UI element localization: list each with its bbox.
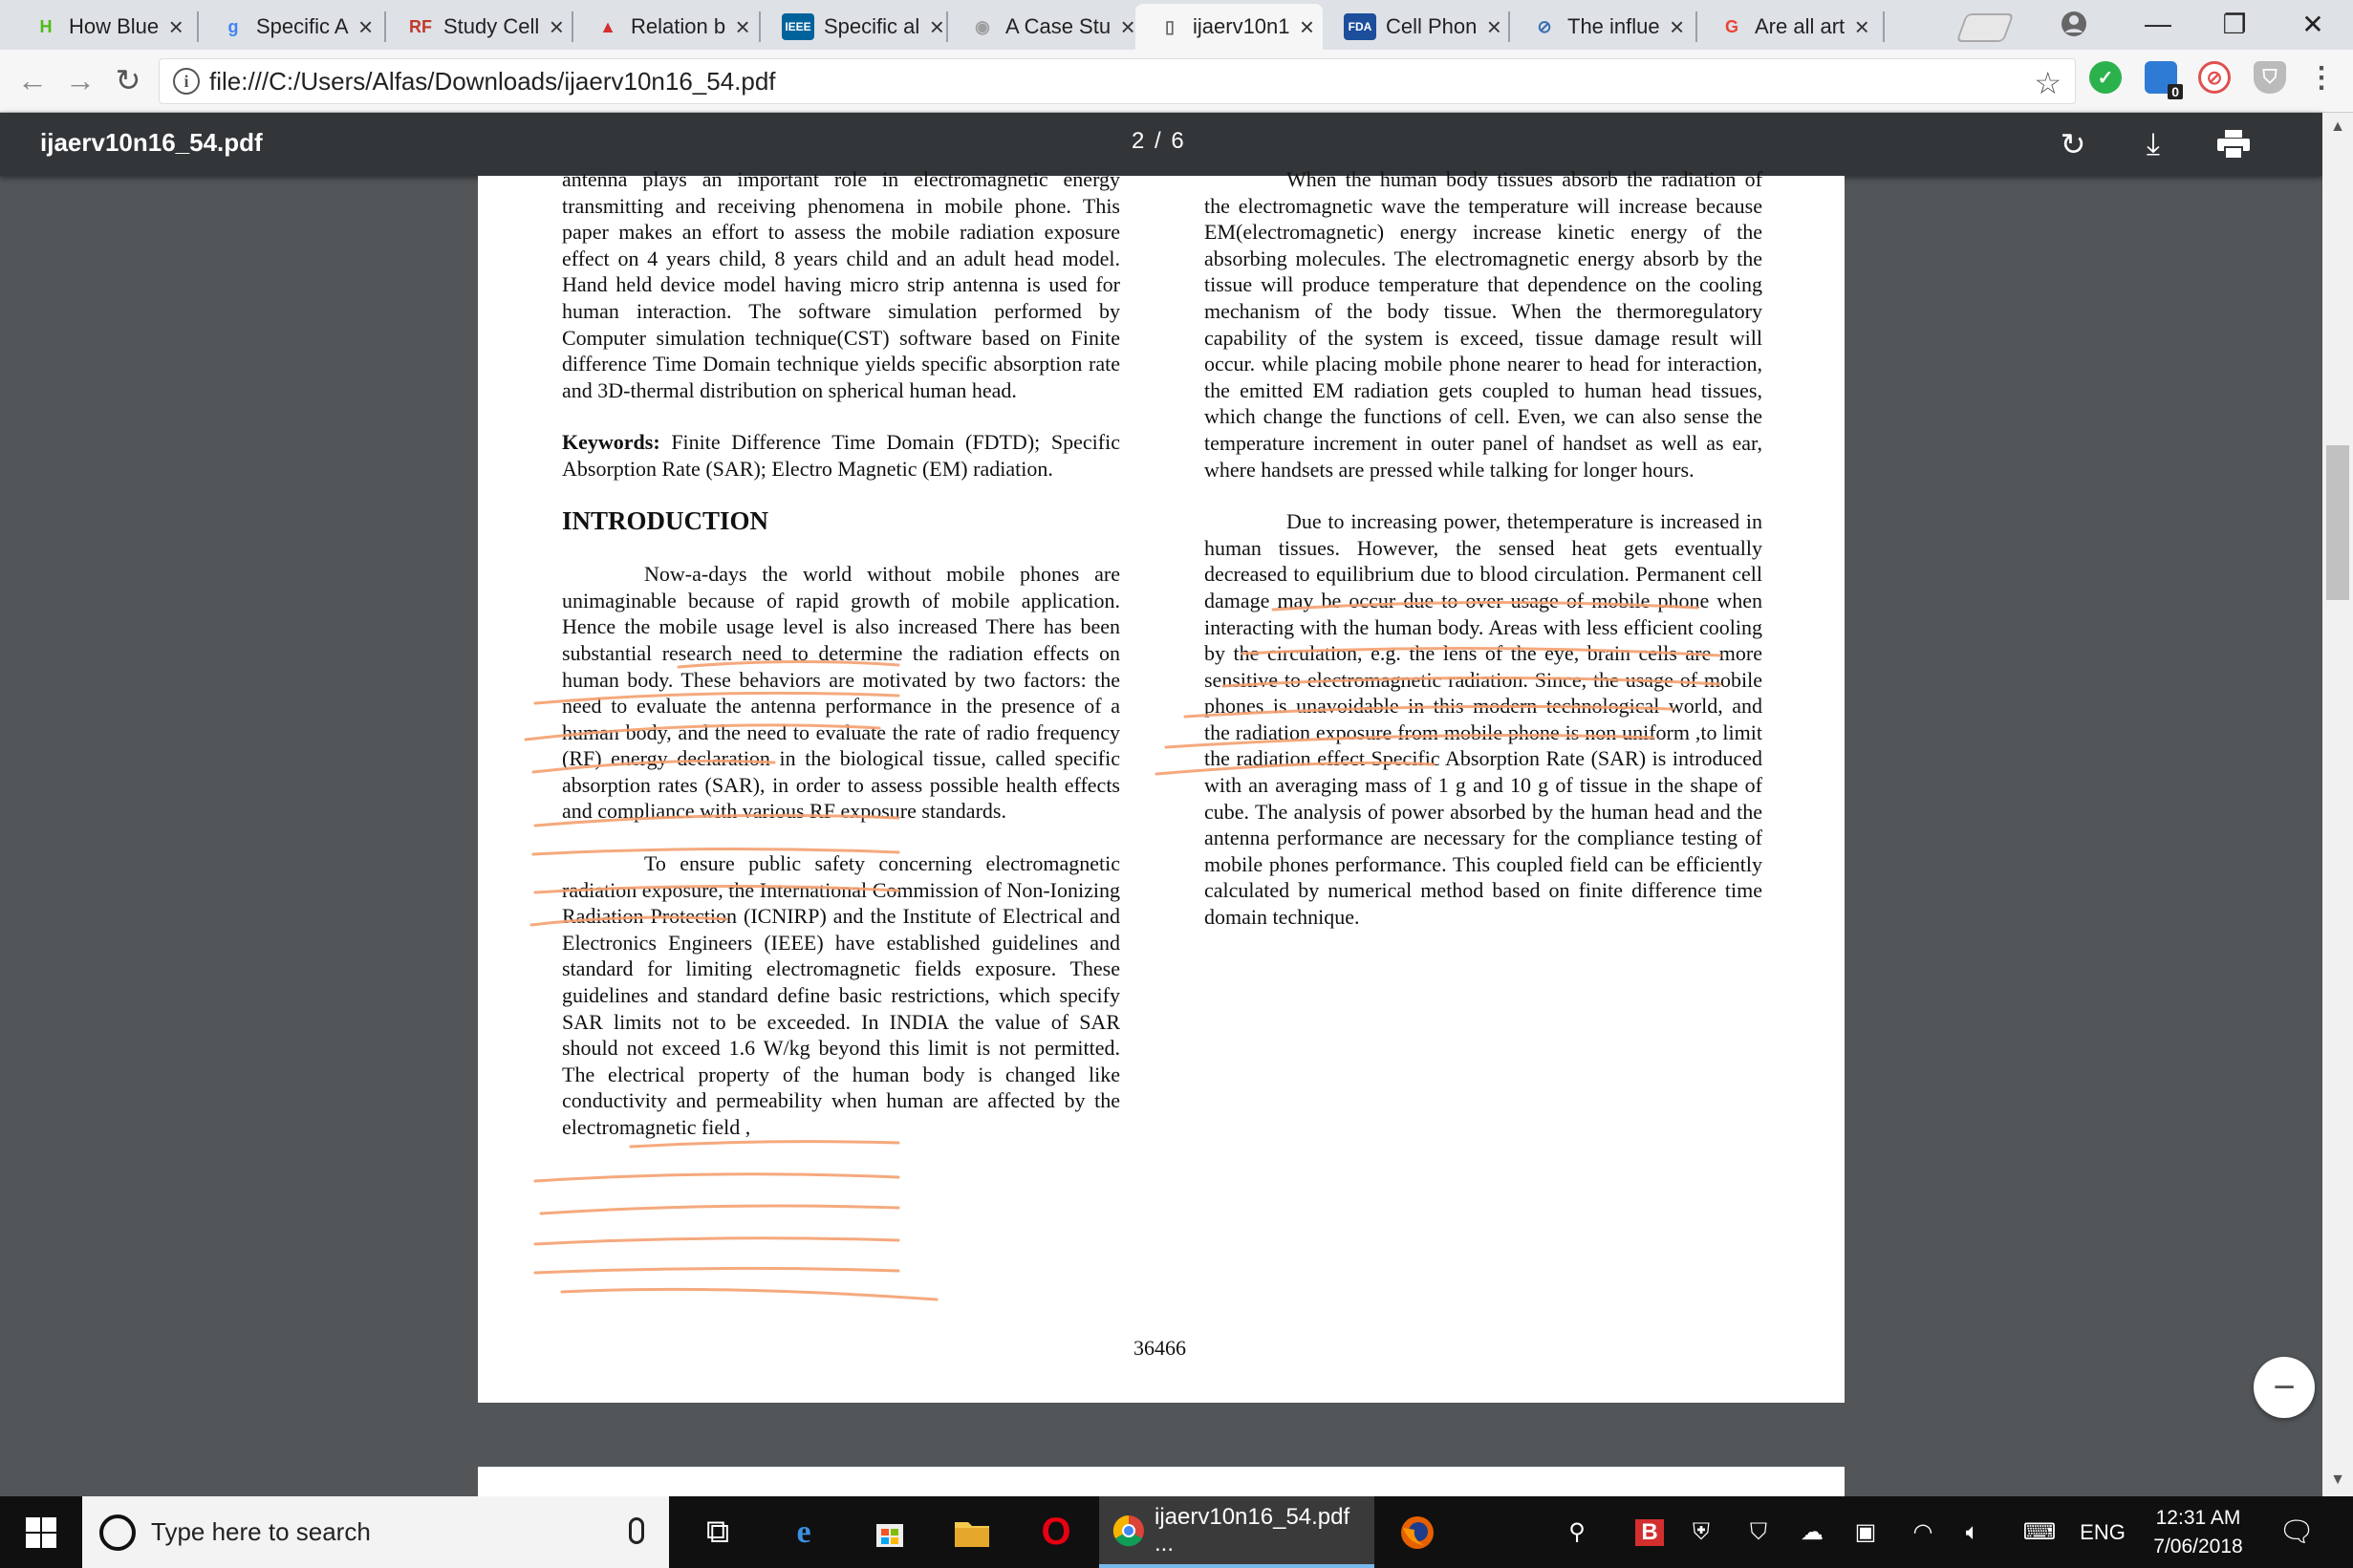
pdf-page (478, 167, 1845, 1403)
highlight-stroke (535, 1268, 898, 1273)
zoom-out-button[interactable]: − (2254, 1357, 2315, 1418)
tab-close-icon[interactable]: × (1299, 11, 1315, 41)
chrome-icon (1112, 1514, 1145, 1547)
tab-7[interactable] (1135, 4, 1323, 50)
clock[interactable] (2141, 1504, 2256, 1561)
tray-shield-icon[interactable]: ⛉ (1750, 1518, 1767, 1545)
task-view-icon[interactable]: ⧉ (705, 1514, 730, 1550)
windows-taskbar (0, 1496, 2353, 1568)
document-icon: ▯ (1165, 16, 1175, 36)
shield-extension-icon[interactable]: ⛉ (2254, 61, 2286, 94)
reload-icon[interactable]: ↻ (115, 63, 141, 97)
menu-icon[interactable]: ⋮ (2307, 61, 2336, 94)
clock-time: 12:31 AM (2155, 1507, 2241, 1529)
tab-6[interactable] (948, 4, 1135, 50)
tab-label: Are all art (1755, 14, 1846, 38)
section-heading: INTRODUCTION (562, 505, 769, 535)
blocker-extension-icon[interactable]: ⊘ (2198, 61, 2231, 94)
volume-icon[interactable]: 🔈︎ (1965, 1518, 1980, 1545)
tray-b-icon[interactable]: B (1630, 1496, 1669, 1568)
page-indicator: 2 / 6 (1132, 128, 1186, 154)
taskbar-search-box[interactable] (82, 1496, 669, 1568)
tab-close-icon[interactable]: × (1486, 11, 1501, 41)
scrollbar-track[interactable] (2322, 113, 2353, 1496)
tab-close-icon[interactable]: × (929, 11, 944, 41)
tab-label: How Blue (69, 14, 160, 38)
link-icon: ⊘ (1537, 16, 1552, 36)
tab-close-icon[interactable]: × (549, 11, 564, 41)
tab-8[interactable] (1323, 4, 1510, 50)
clock-date: 7/06/2018 (2153, 1536, 2243, 1557)
right-paragraph-2: Due to increasing power, thetemperature is increased in human tissues. However, the sensed heat gets eventually decreased to equilibrium due to blood circulation. Permanent cell damage may be occur due to over usage of mobile phone when interacting with the human body. Areas with less efficient cooling by the circulation, e.g. the lens of the eye, brain cells are more sensitive to electromagnetic radiation. Since, the usage of mobile phones is unavoidable in this modern technological world, and the radiation exposure from mobile phone is non uniform ,to limit the radiation effect Specific Absorption Rate (SAR) is introduced with an averaging mass of 1 g and 10 g of tissue in the shape of cube. The analysis of power absorbed by the human head and the antenna performance are necessary for the compliance testing of mobile phones performance. This coupled field can be efficiently calculated by numerical method based on finite difference time domain technique. (1204, 509, 1762, 930)
tab-close-icon[interactable]: × (1854, 11, 1869, 41)
tab-4[interactable] (573, 4, 761, 50)
tab-2[interactable] (199, 4, 386, 50)
tab-close-icon[interactable]: × (1670, 11, 1685, 41)
minimize-icon[interactable]: — (2145, 9, 2171, 38)
extension-badge-count: 0 (2168, 84, 2183, 99)
keywords-text: Finite Difference Time Domain (FDTD); Specific Absorption Rate (SAR); Electro Magnetic (EM) radiation. (562, 430, 1120, 481)
store-icon[interactable] (856, 1496, 923, 1568)
url-text: file:///C:/Users/Alfas/Downloads/ijaerv10n16_54.pdf (209, 66, 776, 96)
tray-security-icon[interactable]: ⛨ (1693, 1518, 1710, 1545)
opera-icon[interactable]: O (1041, 1511, 1071, 1553)
page-number: 36466 (1133, 1336, 1186, 1360)
pdf-title: ijaerv10n16_54.pdf (40, 128, 263, 157)
tab-label: Relation b (631, 14, 726, 38)
google-icon: G (1724, 16, 1738, 36)
download-icon[interactable]: ⤓ (2146, 126, 2161, 161)
wifi-icon[interactable]: ◠ (1912, 1519, 1933, 1545)
highlight-stroke (535, 1174, 898, 1181)
windows-start-icon[interactable] (0, 1496, 82, 1568)
scroll-up-icon[interactable]: ▲ (2330, 118, 2345, 135)
highlight-stroke (562, 1289, 937, 1300)
tab-9[interactable] (1510, 4, 1697, 50)
tab-label: A Case Stu (1005, 14, 1112, 38)
extension-badge-icon[interactable] (2145, 61, 2179, 99)
cortana-icon (99, 1514, 136, 1551)
highlight-stroke (541, 1206, 898, 1214)
restore-icon[interactable]: ❐ (2222, 9, 2247, 39)
tray-device-icon[interactable]: ▣ (1854, 1519, 1877, 1545)
people-icon[interactable]: ⚲ (1568, 1519, 1586, 1545)
scrollbar-thumb[interactable] (2326, 445, 2349, 600)
rf-icon: RF (409, 16, 432, 36)
spinner-icon: ◉ (975, 16, 990, 36)
highlight-stroke (535, 1238, 898, 1244)
left-column (562, 166, 1120, 1167)
tab-5[interactable] (761, 4, 948, 50)
browser-chrome (0, 0, 2353, 113)
language-indicator[interactable]: ENG (2080, 1519, 2126, 1544)
pdf-toolbar (0, 113, 2322, 176)
right-column (1204, 166, 1762, 956)
abstract-text: antenna plays an important role in electromagnetic energy transmitting and receiving phenomena in mobile phone. This paper makes an effort to assess the mobile radiation exposure effect on 4 years child, 8 years child and an adult head model. Hand held device model having micro strip antenna is used for human interaction. The software simulation performed by Computer simulation technique(CST) software based on Finite difference Time Domain technique yields specific absorption rate and 3D-thermal distribution on spherical human head. (562, 167, 1120, 402)
close-window-icon[interactable]: ✕ (2301, 9, 2324, 39)
forward-icon[interactable]: → (65, 62, 96, 97)
tab-close-icon[interactable]: × (168, 11, 183, 41)
edge-icon[interactable]: e (796, 1514, 811, 1550)
scroll-down-icon[interactable]: ▼ (2330, 1471, 2345, 1488)
tab-close-icon[interactable]: × (1120, 11, 1135, 41)
intro-paragraph-1: Now-a-days the world without mobile phones are unimaginable because of rapid growth of mobile application. Hence the mobile usage level is also increased There has been substantial research need to determine the radiation effects on human body. These behaviors are motivated by two factors: the need to evaluate the antenna performance in the presence of a human body, and the need to evaluate the rate of radio frequency (RF) energy declaration in the biological tissue, called specific absorption rates (SAR), in order to assess possible health effects and compliance with various RF exposure standards. (562, 562, 1120, 824)
info-icon[interactable]: i (173, 68, 200, 95)
onedrive-icon[interactable]: ☁ (1801, 1519, 1824, 1545)
intro-paragraph-2: To ensure public safety concerning electromagnetic radiation exposure, the International Commission of Non-Ionizing Radiation Protection (ICNIRP) and the Institute of Electrical and Electronics Engineers (IEEE) have established guidelines and standard for limiting electromagnetic fields exposure. These guidelines and standard define basic restrictions, which specify SAR limits not to be exceeded. In INDIA the value of SAR should not exceed 1.6 W/kg beyond this limit is not permitted. The electrical property of the human body is changed like conductivity and permeability when human are affected by the electromagnetic field , (562, 851, 1120, 1139)
keywords-label: Keywords: (562, 430, 660, 455)
tab-label: Specific al (824, 14, 920, 38)
ieee-icon: IEEE (782, 13, 814, 40)
tab-close-icon[interactable]: × (358, 11, 374, 41)
tab-label: Cell Phon (1386, 14, 1478, 38)
bookmark-star-icon[interactable]: ☆ (2034, 66, 2062, 100)
houzz-icon: H (39, 16, 53, 36)
tab-1[interactable] (11, 4, 199, 50)
tab-10[interactable] (1697, 4, 1885, 50)
keyboard-icon[interactable]: ⌨ (2022, 1519, 2057, 1545)
tab-label: The influe (1567, 14, 1660, 38)
tab-label: Specific A (256, 14, 349, 38)
microphone-icon[interactable] (629, 1517, 644, 1544)
right-paragraph-1: When the human body tissues absorb the radiation of the electromagnetic wave the temperature will increase because EM(electromagnetic) energy increase kinetic energy of the absorbing molecules. The electromagnetic energy absorb by the tissue will produce temperature that dependence on the cooling mechanism of the body tissue. When the thermoregulatory capability of the system is exceed, tissue damage result will occur. while placing mobile phone nearer to head for interaction, the emitted EM radiation gets coupled to human head tissues, which change the functions of cell. Even, we can also sense the temperature increment in outer panel of handset as well as ear, where handsets are pressed while talking for longer hours. (1204, 167, 1762, 482)
google-scholar-icon: g (227, 16, 239, 36)
profile-icon[interactable] (2036, 0, 2112, 48)
tab-close-icon[interactable]: × (735, 11, 750, 41)
back-icon[interactable]: ← (17, 62, 48, 97)
fda-icon: FDA (1344, 13, 1376, 40)
taskbar-app-label: ijaerv10n16_54.pdf ... (1155, 1503, 1350, 1557)
keywords (562, 429, 1120, 482)
print-icon[interactable] (2212, 122, 2256, 166)
tab-label: Study Cell (443, 14, 540, 38)
rotate-icon[interactable]: ↻ (2060, 127, 2086, 161)
firefox-icon[interactable] (1384, 1496, 1451, 1568)
tab-label: ijaerv10n1 (1193, 14, 1290, 38)
tab-3[interactable] (386, 4, 573, 50)
notifications-icon[interactable]: 🗨︎ (2277, 1516, 2316, 1548)
address-bar[interactable] (159, 58, 2076, 104)
taskbar-chrome-app[interactable] (1099, 1496, 1374, 1568)
browser-toolbar (0, 50, 2353, 113)
search-placeholder: Type here to search (151, 1517, 371, 1546)
pdf-red-icon: ▲ (599, 16, 616, 36)
file-explorer-icon[interactable] (939, 1496, 1005, 1568)
check-extension-icon[interactable]: ✓ (2089, 61, 2122, 94)
